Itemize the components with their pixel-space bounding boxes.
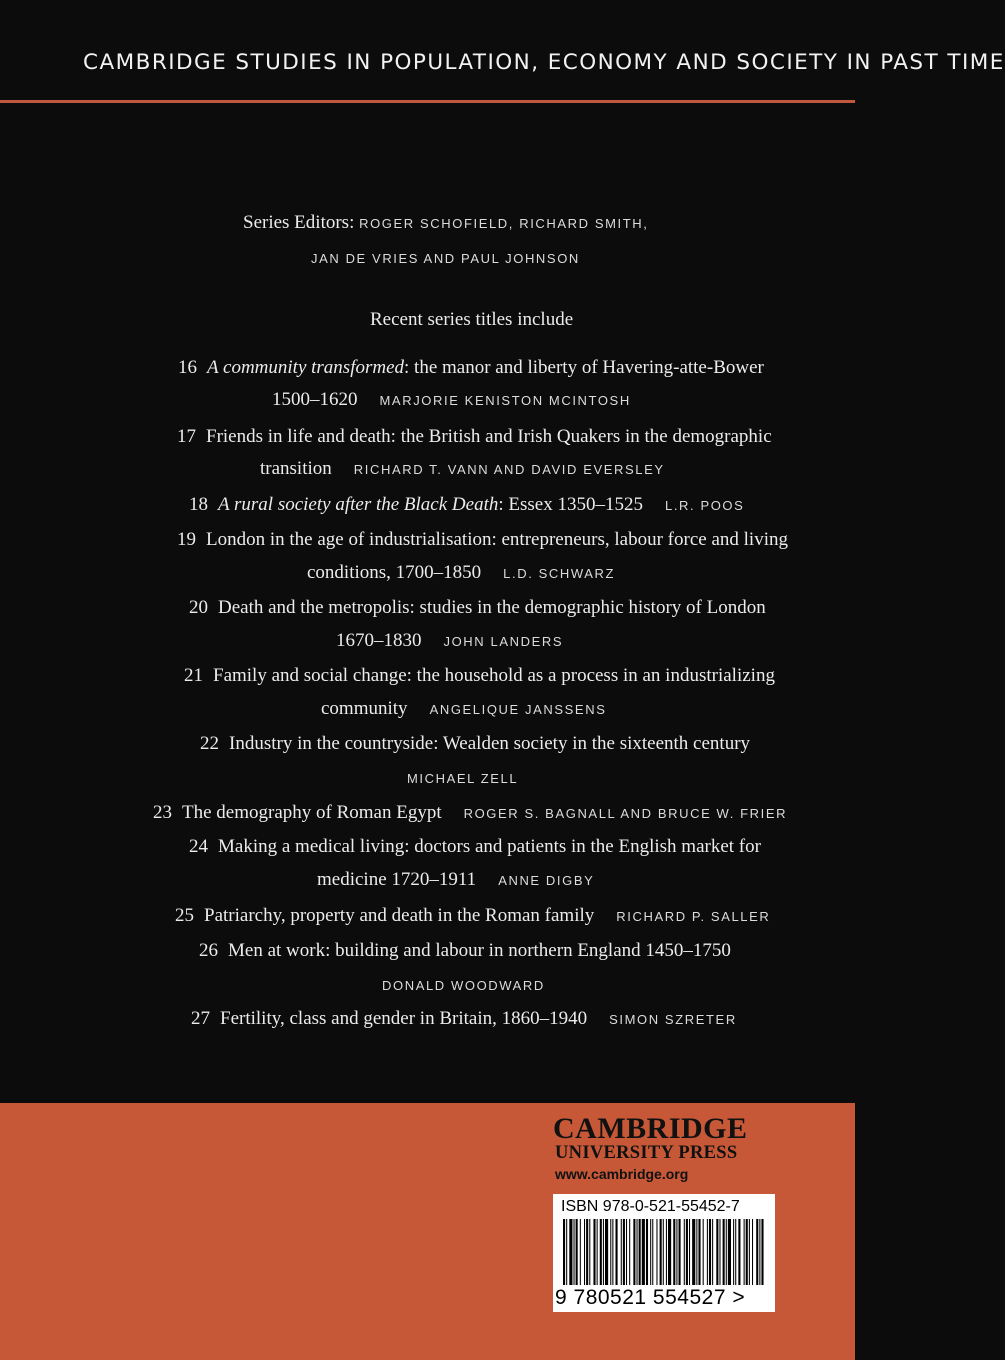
barcode-bar	[752, 1219, 753, 1285]
barcode-bar	[707, 1219, 708, 1285]
series-title-19-line-2	[307, 562, 615, 584]
barcode-bar	[610, 1219, 611, 1285]
series-title-17-line-2	[260, 458, 665, 480]
book-title: The demography of Roman Egypt	[182, 802, 442, 823]
barcode-bar	[666, 1219, 667, 1285]
publisher-logo-name: CAMBRIDGE	[553, 1112, 748, 1145]
book-title: conditions, 1700–1850	[307, 562, 482, 583]
book-author: L.D. SCHWARZ	[503, 566, 616, 581]
book-author: MARJORIE KENISTON MCINTOSH	[379, 393, 631, 408]
barcode-bar	[728, 1219, 731, 1285]
series-number: 23	[153, 802, 172, 823]
series-title-22-line-2	[407, 767, 518, 789]
series-number: 26	[199, 940, 218, 961]
barcode-bar	[749, 1219, 750, 1285]
barcode-bar	[719, 1219, 720, 1285]
barcode-bar	[756, 1219, 758, 1285]
barcode-bar	[616, 1219, 618, 1285]
series-title-25	[175, 905, 770, 927]
book-author: ROGER S. BAGNALL AND BRUCE W. FRIER	[463, 806, 788, 821]
barcode-bar	[642, 1219, 645, 1285]
barcode-bar	[589, 1219, 590, 1285]
barcode-bar	[746, 1219, 748, 1285]
series-title-27	[191, 1008, 737, 1030]
series-number: 24	[189, 836, 208, 857]
series-title-16-line-2	[272, 389, 631, 411]
book-title: : Essex 1350–1525	[498, 494, 643, 515]
book-title-italic: A community transformed	[207, 357, 405, 378]
series-title-20-line-1	[189, 597, 766, 619]
barcode-bar	[597, 1219, 598, 1285]
book-title: Making a medical living: doctors and patients in the English market for	[218, 836, 761, 857]
series-title-16-line-1	[178, 357, 764, 379]
book-title: Patriarchy, property and death in the Roman family	[204, 905, 595, 926]
barcode-bar	[637, 1219, 638, 1285]
barcode-bar	[738, 1219, 740, 1285]
barcode-bar	[580, 1219, 581, 1285]
series-number: 25	[175, 905, 194, 926]
series-number: 27	[191, 1008, 210, 1029]
series-editors-line-1	[243, 212, 649, 234]
barcode-bar	[650, 1219, 651, 1285]
book-title: Friends in life and death: the British and Irish Quakers in the demographic	[206, 426, 772, 447]
publisher-url: www.cambridge.org	[555, 1166, 689, 1182]
book-title: medicine 1720–1911	[317, 869, 477, 890]
book-author: SIMON SZRETER	[609, 1012, 737, 1027]
barcode-bar	[569, 1219, 572, 1285]
series-title-21-line-1	[184, 665, 775, 687]
header-divider	[0, 100, 855, 103]
series-header	[0, 0, 1005, 103]
barcode-bar	[652, 1219, 653, 1285]
series-title-24-line-1	[189, 836, 761, 858]
barcode-bar	[656, 1219, 657, 1285]
series-editors-line-2	[311, 247, 580, 269]
barcode-bar	[586, 1219, 588, 1285]
barcode-bar	[646, 1219, 648, 1285]
book-author: ANNE DIGBY	[498, 873, 595, 888]
series-number: 21	[184, 665, 203, 686]
series-title-18	[189, 494, 744, 516]
book-title: Fertility, class and gender in Britain, 1860–1940	[220, 1008, 588, 1029]
barcode-bar	[626, 1219, 627, 1285]
book-title: London in the age of industrialisation: entrepreneurs, labour force and living	[206, 529, 788, 550]
barcode-bar	[633, 1219, 635, 1285]
isbn-label: ISBN 978-0-521-55452-7	[561, 1198, 740, 1215]
isbn-barcode-box	[553, 1194, 775, 1312]
barcode-bar	[692, 1219, 695, 1285]
barcode-bar	[679, 1219, 681, 1285]
barcode-bar	[696, 1219, 697, 1285]
book-title: 1500–1620	[272, 389, 358, 410]
barcode-bar	[759, 1219, 760, 1285]
book-author: ANGELIQUE JANSSENS	[429, 702, 607, 717]
series-number: 20	[189, 597, 208, 618]
barcode-bar	[574, 1219, 575, 1285]
barcode-bar	[621, 1219, 622, 1285]
barcode-bar	[735, 1219, 736, 1285]
book-title: 1670–1830	[336, 630, 422, 651]
series-editors-label: Series Editors:	[243, 212, 355, 233]
recent-titles-heading: Recent series titles include	[370, 309, 574, 330]
barcode-bar	[761, 1219, 763, 1285]
series-number: 16	[178, 357, 197, 378]
barcode-bar	[673, 1219, 675, 1285]
barcode-bar	[576, 1219, 578, 1285]
barcode-bar	[686, 1219, 688, 1285]
book-title: : the manor and liberty of Havering-atte-Bower	[404, 357, 764, 378]
book-title: transition	[260, 458, 332, 479]
barcode-bar	[660, 1219, 662, 1285]
book-author: DONALD WOODWARD	[382, 978, 545, 993]
barcode-bar	[639, 1219, 641, 1285]
barcode-bar	[566, 1219, 567, 1285]
barcode-bar	[716, 1219, 718, 1285]
barcode-bar	[698, 1219, 700, 1285]
series-title-19-line-1	[177, 529, 788, 551]
barcode-bar	[703, 1219, 704, 1285]
book-title-italic: A rural society after the Black Death	[218, 494, 499, 515]
barcode-bar	[676, 1219, 677, 1285]
book-title: Death and the metropolis: studies in the demographic history of London	[218, 597, 766, 618]
book-author: L.R. POOS	[664, 498, 745, 513]
barcode-bar	[629, 1219, 630, 1285]
series-number: 22	[200, 733, 219, 754]
series-title: CAMBRIDGE STUDIES IN POPULATION, ECONOMY AND SOCIETY IN PAST TIME	[83, 50, 1005, 75]
series-title-26-line-1	[199, 940, 731, 962]
book-author: RICHARD P. SALLER	[616, 909, 771, 924]
barcode-digits: 9 780521 554527 >	[555, 1286, 746, 1309]
series-editors-names-2: JAN DE VRIES AND PAUL JOHNSON	[311, 251, 580, 266]
barcode-bar	[563, 1219, 565, 1285]
book-title: Family and social change: the household as a process in an industrializing	[213, 665, 775, 686]
book-title: Men at work: building and labour in northern England 1450–1750	[228, 940, 731, 961]
barcode-bar	[603, 1219, 604, 1285]
barcode-bar	[584, 1219, 585, 1285]
barcode-bar	[744, 1219, 745, 1285]
series-title-26-line-2	[382, 974, 545, 996]
book-author: RICHARD T. VANN AND DAVID EVERSLEY	[353, 462, 665, 477]
book-author: MICHAEL ZELL	[407, 771, 519, 786]
barcode-bar	[726, 1219, 727, 1285]
book-author: JOHN LANDERS	[443, 634, 564, 649]
series-number: 17	[177, 426, 196, 447]
barcode-bar	[709, 1219, 711, 1285]
book-title: community	[321, 698, 408, 719]
barcode-bar	[689, 1219, 690, 1285]
barcode-bar	[593, 1219, 595, 1285]
series-title-21-line-2	[321, 698, 606, 720]
barcode-bar	[733, 1219, 734, 1285]
series-title-22-line-1	[200, 733, 750, 755]
barcode-bar	[723, 1219, 725, 1285]
series-number: 18	[189, 494, 208, 515]
barcode-icon	[561, 1219, 766, 1285]
series-title-17-line-1	[177, 426, 772, 448]
barcode-bar	[605, 1219, 608, 1285]
series-title-24-line-2	[317, 869, 594, 891]
barcode-bar	[684, 1219, 685, 1285]
publisher-logo-subtitle: UNIVERSITY PRESS	[555, 1143, 738, 1163]
series-title-23	[153, 802, 787, 824]
barcode-bar	[623, 1219, 625, 1285]
barcode-bar	[600, 1219, 602, 1285]
series-editors-names-1: ROGER SCHOFIELD, RICHARD SMITH,	[359, 216, 649, 231]
series-number: 19	[177, 529, 196, 550]
series-title-20-line-2	[336, 630, 563, 652]
barcode-bar	[612, 1219, 613, 1285]
barcode-bar	[663, 1219, 664, 1285]
barcode-bar	[712, 1219, 713, 1285]
book-title: Industry in the countryside: Wealden society in the sixteenth century	[229, 733, 751, 754]
barcode-bar	[668, 1219, 671, 1285]
